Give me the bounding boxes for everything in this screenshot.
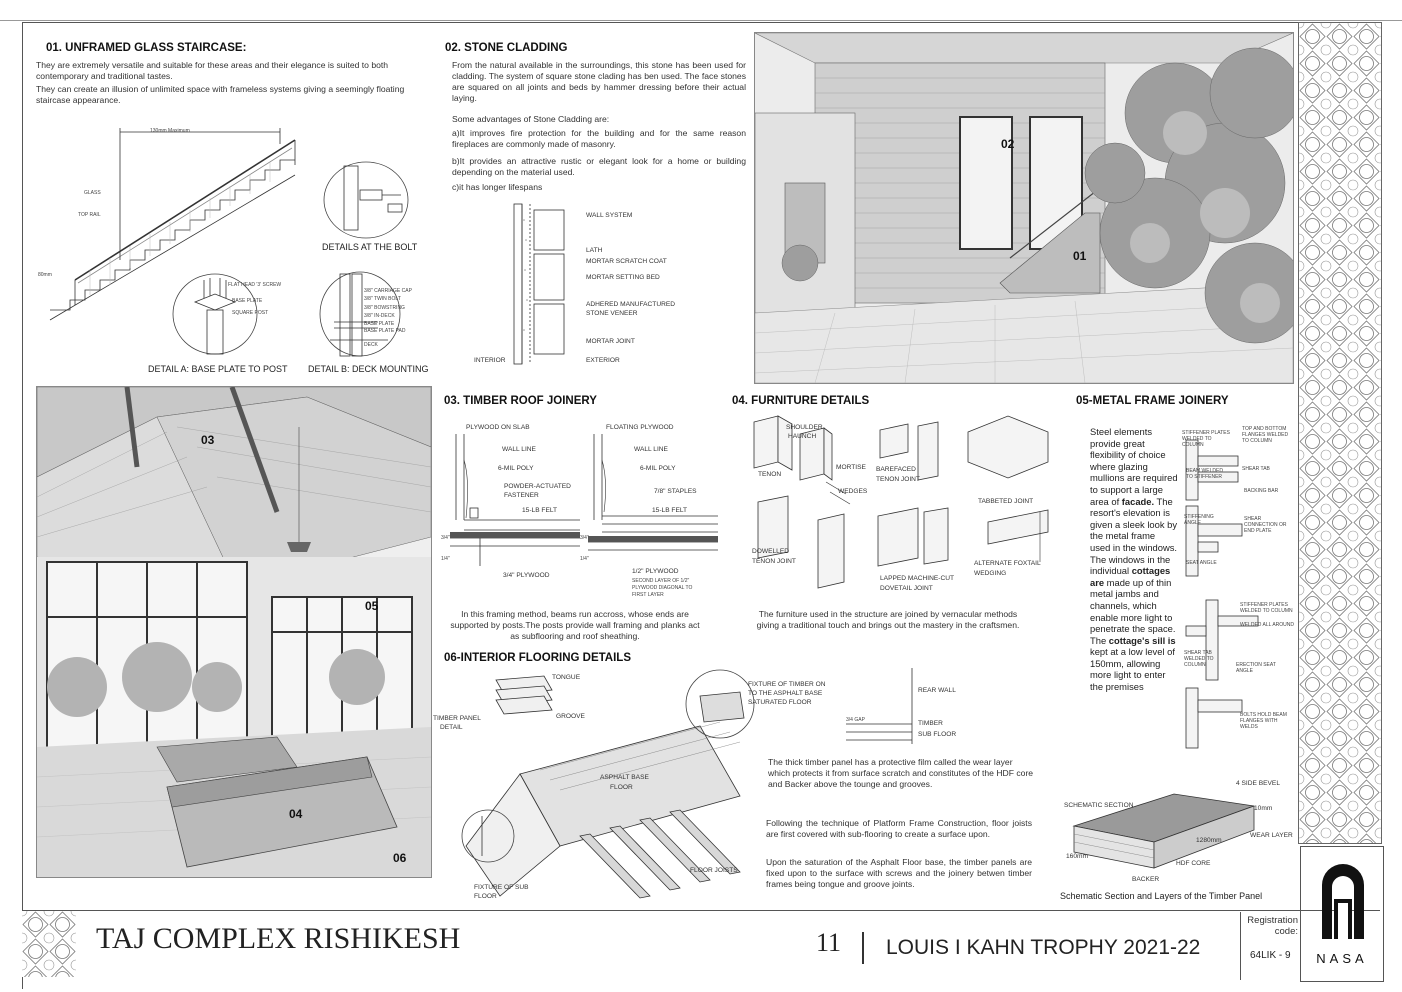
- metal-label-3: BEAM WELDED TO STIFFENER: [1186, 468, 1223, 480]
- label-b2: 3/8" TWIN BOLT: [364, 296, 401, 302]
- section-05-text-7: kept at a low level of 150mm, allowing more light to enter the premises: [1090, 646, 1175, 693]
- floor-label-detail: DETAIL: [440, 724, 463, 731]
- label-haunch: HAUNCH: [788, 433, 817, 440]
- caption-details-at-bolt: DETAILS AT THE BOLT: [322, 242, 418, 252]
- project-title: TAJ COMPLEX RISHIKESH: [96, 922, 461, 955]
- metal-label-2: TOP AND BOTTOM FLANGES WELDED TO COLUMN: [1242, 426, 1289, 444]
- panel-label-schematic: SCHEMATIC SECTION: [1064, 802, 1134, 809]
- floor-label-fixture-sub-2: FLOOR: [474, 893, 497, 900]
- panel-label-1280: 1280mm: [1196, 837, 1222, 844]
- render-label-03: 03: [201, 433, 215, 447]
- metal-label-12: ERECTION SEAT ANGLE: [1236, 662, 1276, 674]
- label-flat-head: FLAT HEAD '3' SCREW: [228, 282, 282, 288]
- section-02-text-3: a)It improves fire protection for the building and for the same reason fireplaces are commonly made of masonry.: [452, 128, 746, 149]
- roof-right-d1: 3/4": [580, 535, 589, 541]
- label-b6: BASE PLATE PAD: [364, 328, 406, 334]
- metal-label-6: STIFFENING ANGLE: [1184, 514, 1214, 526]
- bolt-detail-drawing: [316, 160, 416, 240]
- section-02-text-1: From the natural available in the surroundings, this stone has been used for cladding. The system of square stone clading has ben used. The face stones are squared on all joints and beds by hammer dressing before their actual laying.: [452, 60, 746, 103]
- caption-detail-a: DETAIL A: BASE PLATE TO POST: [148, 364, 288, 374]
- section-02-title: 02. STONE CLADDING: [445, 42, 568, 54]
- roof-right-plywood: 1/2" PLYWOOD: [632, 568, 679, 575]
- floor-label-gap: 3/4 GAP: [846, 717, 865, 723]
- label-base-plate: BASE PLATE: [232, 298, 263, 304]
- label-b1: 3/8" CARRIAGE CAP: [364, 288, 412, 294]
- section-05-text: [1090, 426, 1178, 693]
- roof-left-head: PLYWOOD ON SLAB: [466, 424, 530, 431]
- label-mortise: MORTISE: [836, 464, 866, 471]
- floor-label-fixture-timber-3: SATURATED FLOOR: [748, 699, 812, 706]
- timber-roof-right-detail: [578, 420, 728, 580]
- top-rule: [0, 20, 1402, 21]
- label-lapped-2: DOVETAIL JOINT: [880, 585, 933, 592]
- panel-label-10mm: 10mm: [1254, 805, 1273, 812]
- label-mortar-setting: MORTAR SETTING BED: [586, 274, 660, 281]
- label-mortar-joint: MORTAR JOINT: [586, 338, 635, 345]
- section-05-text-3: The resort's elevation is given a sleek look by the metal frame used in the windows. The windows in the individual: [1090, 495, 1178, 577]
- metal-label-5: BACKING BAR: [1244, 488, 1279, 494]
- floor-label-fixture-timber-2: TO THE ASPHALT BASE: [748, 690, 823, 697]
- section-05-text-5: made up of thin metal jambs and channels, which enable more light to penetrate the space. The: [1090, 576, 1176, 646]
- floor-label-tongue: TONGUE: [552, 674, 581, 681]
- floor-label-asphalt-2: FLOOR: [610, 784, 633, 791]
- label-square-post: SQUARE POST: [232, 310, 269, 316]
- panel-label-bevel: 4 SIDE BEVEL: [1236, 780, 1280, 787]
- section-06-text-2: Following the technique of Platform Frame Construction, floor joists are first covered with sub-flooring to create a surface upon.: [766, 818, 1032, 839]
- label-interior: INTERIOR: [474, 357, 506, 364]
- floor-label-rear-wall: REAR WALL: [918, 687, 956, 694]
- section-02-text-4: b)It provides an attractive rustic or elegant look for a home or building depending on the material used.: [452, 156, 746, 177]
- roof-right-second-3: FIRST LAYER: [632, 592, 664, 598]
- decorative-pattern-strip: [1298, 22, 1382, 844]
- floor-label-groove: GROOVE: [556, 713, 585, 720]
- sheet-number: 11: [816, 928, 842, 957]
- floor-label-timber-panel: TIMBER PANEL: [433, 715, 481, 722]
- label-shoulder: SHOULDER: [786, 424, 823, 431]
- interior-render: [36, 386, 432, 878]
- roof-left-d2: 1/4": [441, 556, 450, 562]
- section-06-title: 06-INTERIOR FLOORING DETAILS: [444, 652, 631, 664]
- registration-code: 64LIK - 9: [1250, 950, 1291, 961]
- footer-divider: [862, 932, 864, 964]
- metal-label-8: SEAT ANGLE: [1186, 560, 1217, 566]
- label-lath: LATH: [586, 247, 603, 254]
- section-05-text-2: facade.: [1121, 495, 1155, 507]
- section-02-text-2: Some advantages of Stone Cladding are:: [452, 114, 610, 124]
- roof-left-poly: 6-MIL POLY: [498, 465, 534, 472]
- render-label-06: 06: [393, 851, 407, 865]
- panel-label-backer: BACKER: [1132, 876, 1160, 883]
- floor-label-timber: TIMBER: [918, 720, 943, 727]
- exterior-render: [754, 32, 1294, 384]
- label-tenon: TENON: [758, 471, 782, 478]
- label-b4: 3/8" IN-DECK: [364, 313, 395, 319]
- section-05-text-6: cottage's sill is: [1108, 634, 1176, 646]
- roof-left-felt: 15-LB FELT: [522, 507, 558, 514]
- roof-right-second-2: PLYWOOD DIAGONAL TO: [632, 585, 693, 591]
- label-b5: BASE PLATE: [364, 321, 395, 327]
- section-01-text-1: They are extremely versatile and suitable for these areas and their elegance is suited to both contemporary and traditional tastes.: [36, 60, 389, 81]
- section-01-text-2: They can create an illusion of unlimited space with frameless systems giving a seemingly floating staircase appearance.: [36, 84, 405, 105]
- roof-left-powder: POWDER-ACTUATED: [504, 483, 571, 490]
- render-label-01: 01: [1073, 249, 1087, 263]
- roof-left-d1: 3/4": [441, 535, 450, 541]
- floor-label-fixture-timber: FIXTURE OF TIMBER ON: [748, 681, 826, 688]
- label-wall-system: WALL SYSTEM: [586, 212, 633, 219]
- label-adhered-2: STONE VENEER: [586, 310, 638, 317]
- label-tabbeted: TABBETED JOINT: [978, 498, 1034, 505]
- nasa-logo-text: NASA: [1316, 951, 1368, 966]
- label-wedges: WEDGES: [838, 488, 868, 495]
- metal-label-13: BOLTS HOLD BEAM FLANGES WITH WELDS: [1240, 712, 1287, 730]
- label-top-rail: TOP RAIL: [78, 212, 101, 218]
- label-alternate: ALTERNATE FOXTAIL: [974, 560, 1041, 567]
- section-05-title: 05-METAL FRAME JOINERY: [1076, 395, 1229, 407]
- label-alternate-2: WEDGING: [974, 570, 1007, 577]
- label-barefaced: BAREFACED: [876, 466, 916, 473]
- label-dim-side: 80mm: [38, 272, 52, 278]
- panel-label-hdf: HDF CORE: [1176, 860, 1211, 867]
- roof-right-staples: 7/8" STAPLES: [654, 488, 697, 495]
- section-03-title: 03. TIMBER ROOF JOINERY: [444, 395, 597, 407]
- floor-label-fixture-sub: FIXTURE OF SUB: [474, 884, 529, 891]
- render-label-04: 04: [289, 807, 303, 821]
- metal-label-4: SHEAR TAB: [1242, 466, 1270, 472]
- label-b7: DECK: [364, 342, 378, 348]
- footer-pattern-left: [22, 911, 76, 977]
- roof-right-poly: 6-MIL POLY: [640, 465, 676, 472]
- roof-left-fastener: FASTENER: [504, 492, 539, 499]
- label-adhered: ADHERED MANUFACTURED: [586, 301, 676, 308]
- metal-label-10: WELDED ALL AROUND: [1240, 622, 1294, 628]
- roof-left-wall-line: WALL LINE: [502, 446, 536, 453]
- section-04-text: The furniture used in the structure are joined by vernacular methods giving a traditional touch and brings out the mastery in the craftsmen.: [756, 609, 1020, 630]
- render-label-02: 02: [1001, 137, 1015, 151]
- label-glass: GLASS: [84, 190, 101, 196]
- label-lapped: LAPPED MACHINE-CUT: [880, 575, 955, 582]
- section-06-text-1: The thick timber panel has a protective film called the wear layer which protects it from surface scratch and constitutes of the HDF core and Backer above the tounge and grooves.: [768, 757, 1034, 789]
- section-02-text-5: c)it has longer lifespans: [452, 182, 543, 192]
- panel-label-wear: WEAR LAYER: [1250, 832, 1293, 839]
- floor-label-sub-floor: SUB FLOOR: [918, 731, 957, 738]
- label-dim-top: 130mm Maximum: [150, 128, 190, 134]
- label-dowelled-2: TENON JOINT: [752, 558, 796, 565]
- label-exterior: EXTERIOR: [586, 357, 620, 364]
- roof-right-second-1: SECOND LAYER OF 1/2": [632, 578, 690, 584]
- metal-label-1: STIFFENER PLATES WELDED TO COLUMN: [1182, 430, 1230, 448]
- label-barefaced-2: TENON JOINT: [876, 476, 920, 483]
- timber-roof-left-detail: [440, 420, 590, 580]
- roof-right-d2: 1/4": [580, 556, 589, 562]
- caption-detail-b: DETAIL B: DECK MOUNTING: [308, 364, 429, 374]
- registration-label: Registration code:: [1247, 915, 1298, 937]
- trophy-title: LOUIS I KAHN TROPHY 2021-22: [886, 936, 1201, 959]
- roof-right-head: FLOATING PLYWOOD: [606, 424, 674, 431]
- section-05-text-4: cottages are: [1090, 565, 1171, 588]
- timber-panel-schematic: [1064, 786, 1264, 882]
- label-mortar-scratch: MORTAR SCRATCH COAT: [586, 258, 667, 265]
- label-b3: 3/8" BOWSTRING: [364, 305, 405, 311]
- panel-label-160: 160mm: [1066, 853, 1088, 860]
- label-dowelled: DOWELLED: [752, 548, 790, 555]
- section-01-title: 01. UNFRAMED GLASS STAIRCASE:: [46, 42, 247, 54]
- roof-left-plywood: 3/4" PLYWOOD: [503, 572, 550, 579]
- section-04-title: 04. FURNITURE DETAILS: [732, 395, 870, 407]
- panel-caption: Schematic Section and Layers of the Timber Panel: [1060, 891, 1263, 901]
- metal-label-7: SHEAR CONNECTION OR END PLATE: [1244, 516, 1287, 534]
- floor-label-joists: FLOOR JOISTS: [690, 867, 738, 874]
- roof-right-wall-line: WALL LINE: [634, 446, 668, 453]
- metal-label-11: SHEAR TAB WELDED TO COLUMN: [1184, 650, 1214, 668]
- roof-right-felt: 15-LB FELT: [652, 507, 688, 514]
- section-05-text-1: Steel elements provide great flexibility of choice where glazing mullions are required to support a large area of: [1090, 426, 1178, 507]
- section-03-text: In this framing method, beams run accross, whose ends are supported by posts.The posts provide wall framing and planks act as subflooring and roof sheathing.: [450, 609, 700, 641]
- nasa-logo: [1300, 846, 1384, 982]
- floor-label-asphalt: ASPHALT BASE: [600, 774, 649, 781]
- section-06-text-3: Upon the saturation of the Asphalt Floor base, the timber panels are fixed upon to the surface with screws and the joinery betwen timber frames being tongue and groove joints.: [766, 857, 1032, 889]
- stone-cladding-section: [500, 200, 580, 368]
- render-label-05: 05: [365, 599, 379, 613]
- metal-label-9: STIFFENER PLATES WELDED TO COLUMN: [1240, 602, 1293, 614]
- nasa-arch-icon: [1320, 863, 1366, 939]
